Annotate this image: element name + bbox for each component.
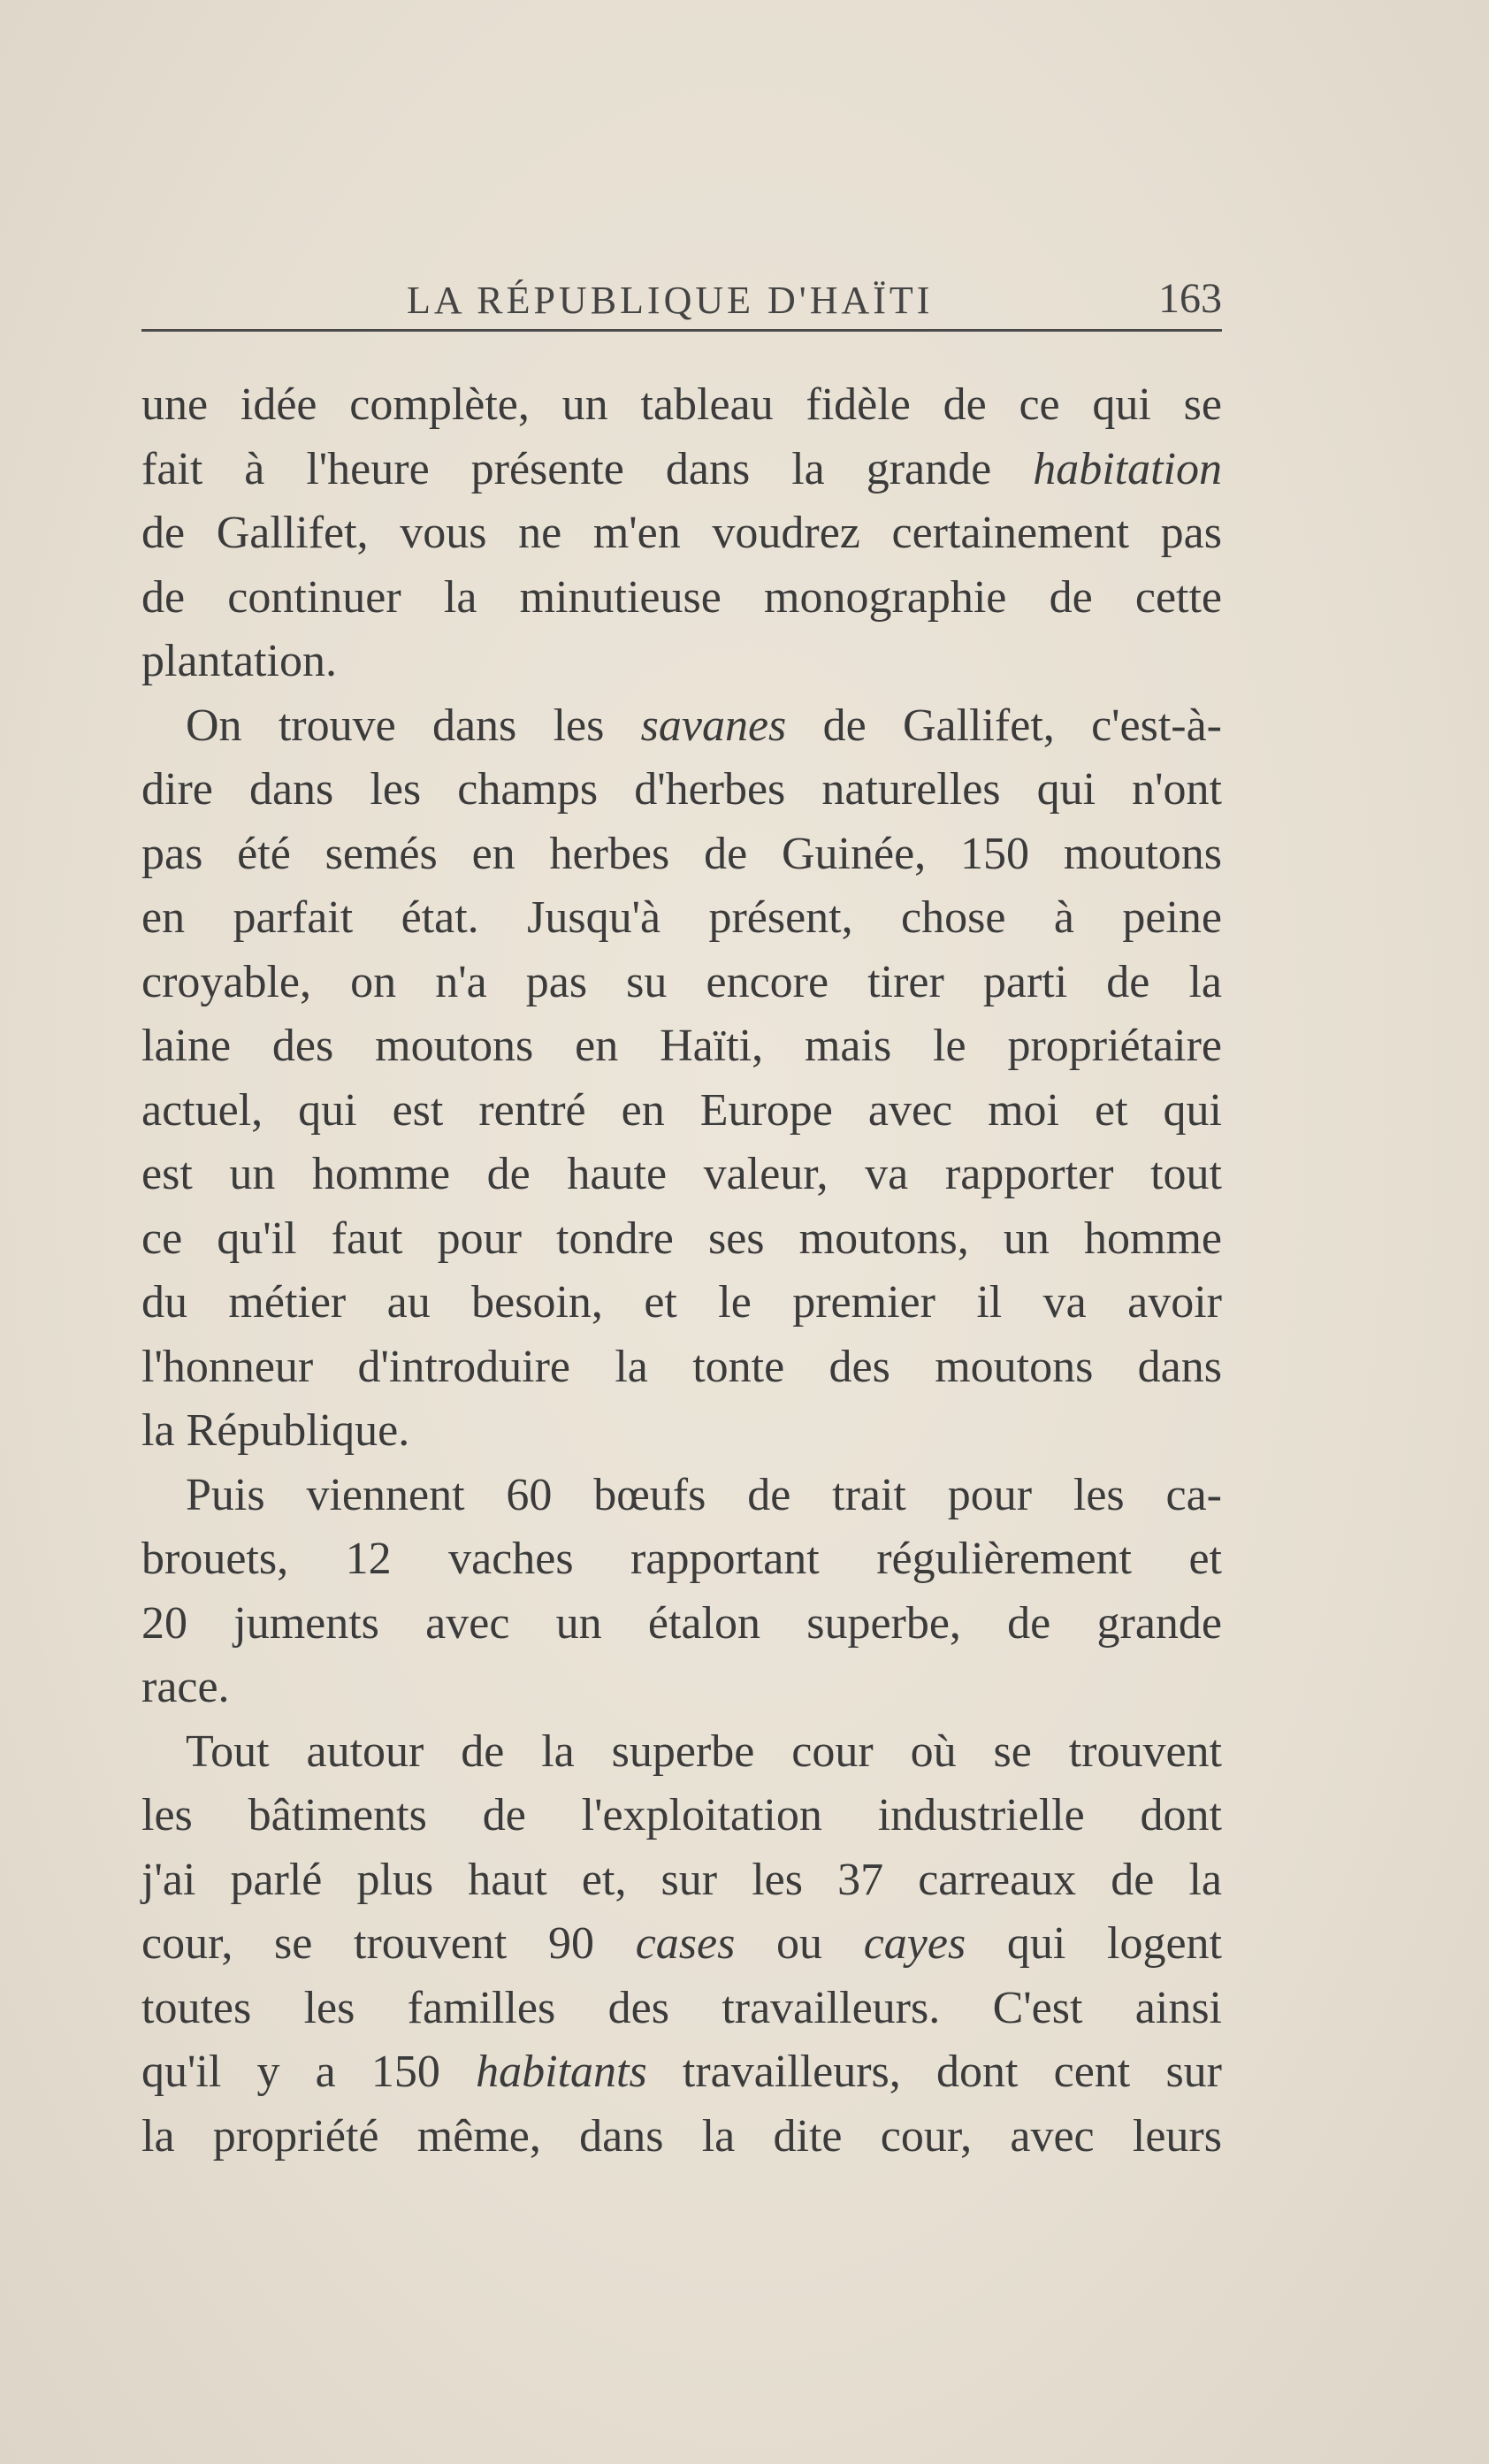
text-line: cour, se trouvent 90 cases ou cayes qui logent	[141, 1918, 1223, 1969]
text-line: l'honneur d'introduire la tonte des moutons dans	[141, 1341, 1222, 1392]
text-line: On trouve dans les savanes de Gallifet, c'est-à-	[186, 700, 1222, 751]
text-line: 20 juments avec un étalon superbe, de grande	[141, 1597, 1222, 1649]
text-line: laine des moutons en Haïti, mais le propriétaire	[141, 1021, 1222, 1071]
page-number: 163	[1158, 275, 1222, 322]
text-line: plantation.	[141, 636, 337, 686]
text-line: qu'il y a 150 habitants travailleurs, dont cent sur	[141, 2047, 1222, 2097]
text-line: Tout autour de la superbe cour où se trouvent	[186, 1726, 1222, 1777]
text-line: Puis viennent 60 bœufs de trait pour les ca-	[186, 1469, 1222, 1520]
text-line: de Gallifet, vous ne m'en voudrez certainement pas	[141, 508, 1222, 558]
text-line: les bâtiments de l'exploitation industrielle dont	[141, 1790, 1222, 1840]
text-line: actuel, qui est rentré en Europe avec moi et qui	[141, 1084, 1222, 1136]
text-line: brouets, 12 vaches rapportant régulièrement et	[141, 1534, 1222, 1584]
text-line: fait à l'heure présente dans la grande habitation	[141, 443, 1222, 494]
text-line: dire dans les champs d'herbes naturelles qui n'ont	[141, 764, 1222, 815]
text-line: la République.	[141, 1405, 410, 1456]
header-rule	[141, 329, 1222, 332]
running-title: LA RÉPUBLIQUE D'HAÏTI	[407, 279, 934, 322]
text-line: une idée complète, un tableau fidèle de ce qui se	[141, 379, 1222, 430]
body-text	[141, 373, 1222, 2169]
text-line: de continuer la minutieuse monographie de cette	[141, 571, 1222, 623]
text-line: race.	[141, 1662, 230, 1712]
text-line: pas été semés en herbes de Guinée, 150 moutons	[141, 828, 1222, 879]
running-head	[141, 271, 1222, 334]
text-line: j'ai parlé plus haut et, sur les 37 carreaux de la	[141, 1854, 1222, 1905]
text-line: en parfait état. Jusqu'à présent, chose à peine	[141, 892, 1222, 943]
text-line: ce qu'il faut pour tondre ses moutons, un homme	[141, 1213, 1222, 1264]
text-line: est un homme de haute valeur, va rapporter tout	[141, 1149, 1222, 1199]
text-line: la propriété même, dans la dite cour, avec leurs	[141, 2110, 1222, 2162]
text-line: toutes les familles des travailleurs. C'est ainsi	[141, 1982, 1222, 2033]
text-line: du métier au besoin, et le premier il va avoir	[141, 1277, 1222, 1328]
text-line: croyable, on n'a pas su encore tirer parti de la	[141, 956, 1222, 1007]
